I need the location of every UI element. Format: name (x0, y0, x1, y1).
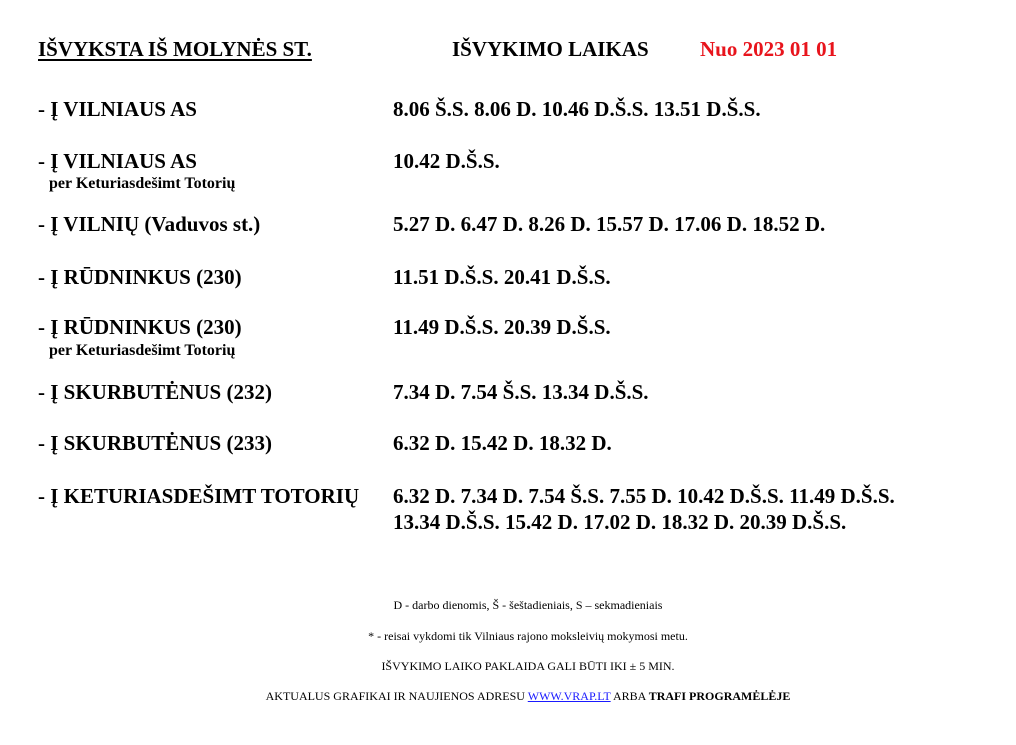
footer-legend: D - darbo dienomis, Š - šeštadieniais, S – sekmadieniais (393, 598, 663, 612)
route-destination: - Į KETURIASDEŠIMT TOTORIŲ (38, 484, 360, 508)
route-times: 6.32 D. 15.42 D. 18.32 D. (393, 431, 612, 455)
footer-tolerance: IŠVYKIMO LAIKO PAKLAIDA GALI BŪTI IKI ± 5 MIN. (381, 659, 675, 673)
route-times: 10.42 D.Š.S. (393, 149, 500, 173)
route-times: 6.32 D. 7.34 D. 7.54 Š.S. 7.55 D. 10.42 D.Š.S. 11.49 D.Š.S. (393, 484, 895, 508)
route-destination: - Į RŪDNINKUS (230) (38, 315, 242, 339)
route-times: 7.34 D. 7.54 Š.S. 13.34 D.Š.S. (393, 380, 649, 404)
route-destination: - Į SKURBUTĖNUS (233) (38, 431, 272, 455)
footer-info-middle: ARBA (613, 689, 646, 703)
departure-time-heading: IŠVYKIMO LAIKAS (452, 37, 649, 61)
route-times: 11.49 D.Š.S. 20.39 D.Š.S. (393, 315, 611, 339)
route-destination: - Į VILNIAUS AS (38, 97, 197, 121)
footer-note: * - reisai vykdomi tik Vilniaus rajono moksleivių mokymosi metu. (368, 629, 688, 643)
departs-from-heading: IŠVYKSTA IŠ MOLYNĖS ST. (38, 37, 312, 61)
route-destination: - Į VILNIŲ (Vaduvos st.) (38, 212, 261, 236)
route-via: per Keturiasdešimt Totorių (49, 342, 236, 359)
website-link[interactable]: WWW.VRAP.LT (527, 689, 611, 703)
route-destination: - Į SKURBUTĖNUS (232) (38, 380, 272, 404)
valid-from-date: Nuo 2023 01 01 (700, 37, 838, 61)
route-times: 5.27 D. 6.47 D. 8.26 D. 15.57 D. 17.06 D. 18.52 D. (393, 212, 826, 236)
route-times: 8.06 Š.S. 8.06 D. 10.46 D.Š.S. 13.51 D.Š.S. (393, 97, 761, 121)
route-times: 11.51 D.Š.S. 20.41 D.Š.S. (393, 265, 611, 289)
route-destination: - Į RŪDNINKUS (230) (38, 265, 242, 289)
route-times: 13.34 D.Š.S. 15.42 D. 17.02 D. 18.32 D. 20.39 D.Š.S. (393, 510, 847, 534)
footer-info-app: TRAFI PROGRAMĖLĖJE (648, 689, 791, 703)
route-destination: - Į VILNIAUS AS (38, 149, 197, 173)
route-via: per Keturiasdešimt Totorių (49, 175, 236, 192)
footer-info-prefix: AKTUALUS GRAFIKAI IR NAUJIENOS ADRESU (265, 689, 525, 703)
footer-info (0, 689, 1016, 704)
